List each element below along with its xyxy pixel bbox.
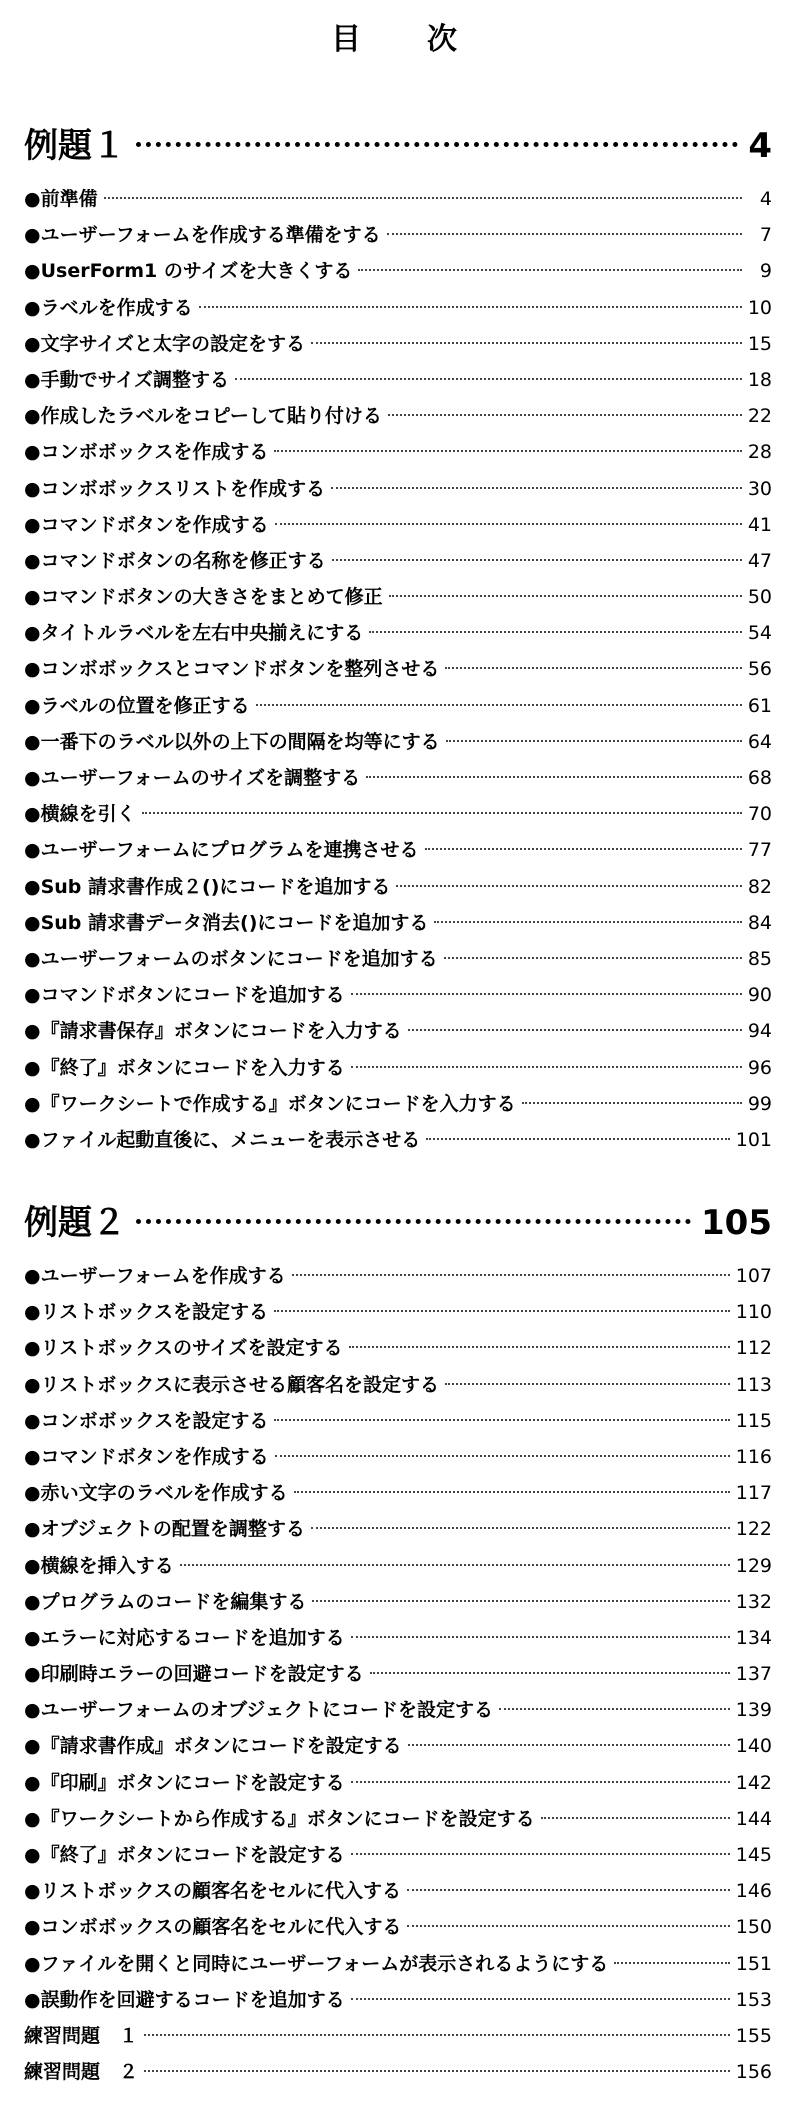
toc-entry-title: ●『ワークシートから作成する』ボタンにコードを設定する <box>24 1807 535 1830</box>
toc-entry-title: ●リストボックスの顧客名をセルに代入する <box>24 1880 402 1903</box>
dot-leader <box>180 1564 730 1566</box>
toc-entry[interactable] <box>24 872 772 908</box>
toc-entry-page: 153 <box>735 1988 772 2011</box>
toc-entry-page: 18 <box>747 368 772 391</box>
dot-leader <box>351 993 742 995</box>
dot-leader <box>274 1419 729 1421</box>
toc-entry[interactable] <box>24 1768 772 1804</box>
toc-entry[interactable] <box>24 329 772 365</box>
toc-entry[interactable] <box>24 944 772 980</box>
toc-entry-page: 82 <box>747 875 772 898</box>
toc-entry-page: 64 <box>747 730 772 753</box>
toc-entry[interactable] <box>24 1623 772 1659</box>
section-heading-title: 例題２ <box>24 1203 126 1243</box>
dot-leader <box>235 378 742 380</box>
dot-leader <box>388 414 742 416</box>
dot-leader <box>351 1853 730 1855</box>
toc-entry-title: ●Sub 請求書データ消去()にコードを追加する <box>24 911 429 934</box>
toc-entry-title: ●コンボボックスを作成する <box>24 441 269 464</box>
toc-entry-page: 101 <box>735 1128 772 1151</box>
toc-entry-title: ●エラーに対応するコードを追加する <box>24 1626 345 1649</box>
toc-entry-title: ●コンボボックスの顧客名をセルに代入する <box>24 1916 402 1939</box>
dot-leader <box>136 142 738 147</box>
toc-entry-title: ●Sub 請求書作成２()にコードを追加する <box>24 875 391 898</box>
dot-leader <box>522 1102 742 1104</box>
toc-entry[interactable] <box>24 654 772 690</box>
toc-entry[interactable] <box>24 1333 772 1369</box>
dot-leader <box>144 2034 730 2036</box>
toc-entry-title: ●タイトルラベルを左右中央揃えにする <box>24 622 364 645</box>
toc-entry-list <box>24 1261 772 2093</box>
toc-entry-page: 145 <box>735 1844 772 1866</box>
dot-leader <box>369 631 742 633</box>
dot-leader <box>541 1817 730 1819</box>
toc-entry-page: 112 <box>735 1337 772 1360</box>
toc-entry[interactable] <box>24 727 772 763</box>
toc-entry[interactable] <box>24 582 772 618</box>
toc-entry-title: ●誤動作を回避するコードを追加する <box>24 1988 345 2011</box>
dot-leader <box>351 1998 730 2000</box>
toc-entry-title: 練習問題 ２ <box>24 2061 139 2084</box>
dot-leader <box>499 1708 730 1710</box>
dot-leader <box>445 667 741 669</box>
toc-entry-title: ●一番下のラベル以外の上下の間隔を均等にする <box>24 730 440 753</box>
dot-leader <box>142 812 742 814</box>
toc-entry[interactable] <box>24 1949 772 1985</box>
toc-entry-page: 151 <box>735 1952 772 1975</box>
toc-entry-page: 156 <box>735 2061 772 2084</box>
toc-entry-page: 139 <box>735 1699 772 1722</box>
dot-leader <box>434 921 741 923</box>
toc-entry[interactable] <box>24 618 772 654</box>
section-heading-page: 4 <box>748 126 772 166</box>
dot-leader <box>446 740 742 742</box>
toc-entry-page: 129 <box>735 1554 772 1577</box>
toc-entry-title: ●横線を引く <box>24 803 136 826</box>
toc-entry[interactable] <box>24 1840 772 1876</box>
dot-leader <box>370 1672 730 1674</box>
toc-entry-title: ●オブジェクトの配置を調整する <box>24 1518 305 1541</box>
toc-entry-page: 22 <box>747 405 772 428</box>
toc-entry-title: ●前準備 <box>24 188 98 210</box>
dot-leader <box>614 1962 729 1964</box>
toc-entry-list <box>24 184 772 1161</box>
dot-leader <box>274 1310 730 1312</box>
toc-entry[interactable] <box>24 1876 772 1912</box>
toc-entry-title: ●リストボックスに表示させる顧客名を設定する <box>24 1373 440 1396</box>
dot-leader <box>332 559 742 561</box>
toc-entry-page: 30 <box>747 477 772 500</box>
dot-leader <box>396 885 741 887</box>
toc-entry[interactable] <box>24 401 772 437</box>
dot-leader <box>425 848 742 850</box>
toc-entry[interactable] <box>24 220 772 256</box>
toc-entry-title: ●ファイルを開くと同時にユーザーフォームが表示されるようにする <box>24 1952 609 1975</box>
toc-entry-title: ●コマンドボタンの大きさをまとめて修正 <box>24 586 383 609</box>
toc-entry[interactable] <box>24 1442 772 1478</box>
toc-entry-title: ●コマンドボタンにコードを追加する <box>24 984 345 1007</box>
toc-entry-page: 96 <box>747 1056 772 1079</box>
toc-entry[interactable] <box>24 908 772 944</box>
toc-entry-page: 54 <box>747 622 772 645</box>
section-heading-page: 105 <box>701 1203 772 1243</box>
toc-entry-page: 9 <box>759 260 772 283</box>
dot-leader <box>444 957 742 959</box>
toc-entry-page: 56 <box>747 658 772 681</box>
toc-entry-page: 110 <box>735 1301 772 1324</box>
dot-leader <box>408 1744 730 1746</box>
toc-entry[interactable] <box>24 1695 772 1731</box>
section-example-1 <box>24 118 772 1161</box>
toc-entry-page: 85 <box>747 947 772 970</box>
dot-leader <box>311 342 742 344</box>
toc-entry-page: 140 <box>735 1735 772 1758</box>
toc-entry[interactable] <box>24 546 772 582</box>
toc-entry-page: 107 <box>735 1265 772 1287</box>
toc-entry-page: 115 <box>735 1409 772 1432</box>
dot-leader <box>275 1455 730 1457</box>
toc-entry-title: ●『ワークシートで作成する』ボタンにコードを入力する <box>24 1092 516 1115</box>
toc-entry-page: 15 <box>747 332 772 355</box>
toc-entry[interactable] <box>24 835 772 871</box>
toc-entry[interactable] <box>24 691 772 727</box>
toc-entry-page: 134 <box>735 1626 772 1649</box>
toc-entry[interactable] <box>24 1406 772 1442</box>
toc-entry-title: ●文字サイズと太字の設定をする <box>24 332 306 355</box>
toc-entry-title: ●ラベルを作成する <box>24 296 193 319</box>
toc-entry[interactable] <box>24 1478 772 1514</box>
toc-entry[interactable] <box>24 1053 772 1089</box>
toc-entry-page: 70 <box>747 803 772 826</box>
toc-entry[interactable] <box>24 256 772 292</box>
section-example-2 <box>24 1195 772 2093</box>
toc-entry-title: ●手動でサイズ調整する <box>24 368 230 391</box>
toc-entry-title: ●ユーザーフォームを作成する <box>24 1265 286 1287</box>
toc-entry-page: 155 <box>735 2024 772 2047</box>
toc-entry[interactable] <box>24 1016 772 1052</box>
toc-entry-page: 4 <box>759 188 772 210</box>
toc-entry[interactable] <box>24 365 772 401</box>
toc-entry-title: ●ユーザーフォームのボタンにコードを追加する <box>24 947 438 970</box>
section-heading-title: 例題１ <box>24 126 126 166</box>
toc-entry-title: ●ラベルの位置を修正する <box>24 694 250 717</box>
toc-entry-page: 142 <box>735 1771 772 1794</box>
toc-entry-page: 113 <box>735 1373 772 1396</box>
dot-leader <box>274 450 741 452</box>
toc-entry-title: ●コマンドボタンを作成する <box>24 513 269 536</box>
toc-entry-title: ●コマンドボタンを作成する <box>24 1445 269 1468</box>
dot-leader <box>366 776 742 778</box>
toc-entry-page: 90 <box>747 984 772 1007</box>
dot-leader <box>408 1029 742 1031</box>
toc-entry-title: ●コマンドボタンの名称を修正する <box>24 549 326 572</box>
toc-entry-page: 116 <box>735 1445 772 1468</box>
dot-leader <box>294 1491 730 1493</box>
toc-entry-page: 99 <box>747 1092 772 1115</box>
section-heading[interactable] <box>24 118 772 174</box>
toc-entry-page: 7 <box>759 224 772 247</box>
toc-entry-title: 練習問題 １ <box>24 2024 139 2047</box>
toc-entry-page: 150 <box>735 1916 772 1939</box>
toc-entry-title: ●『終了』ボタンにコードを設定する <box>24 1844 345 1866</box>
toc-entry-title: ●『印刷』ボタンにコードを設定する <box>24 1771 345 1794</box>
dot-leader <box>351 1636 730 1638</box>
toc-entry[interactable] <box>24 980 772 1016</box>
toc-entry-title: ●『終了』ボタンにコードを入力する <box>24 1056 345 1079</box>
dot-leader <box>312 1600 729 1602</box>
toc-entry-page: 68 <box>747 767 772 789</box>
toc-entry-title: ●コンボボックスとコマンドボタンを整列させる <box>24 658 440 681</box>
toc-entry[interactable] <box>24 1125 772 1161</box>
toc-entry[interactable] <box>24 437 772 473</box>
toc-entry-page: 47 <box>747 549 772 572</box>
toc-entry[interactable] <box>24 1370 772 1406</box>
toc-entry-page: 50 <box>747 586 772 609</box>
dot-leader <box>292 1274 730 1276</box>
toc-entry-page: 94 <box>747 1020 772 1043</box>
dot-leader <box>358 269 742 271</box>
toc-entry[interactable] <box>24 2021 772 2057</box>
toc-entry[interactable] <box>24 763 772 799</box>
dot-leader <box>387 233 742 235</box>
toc-entry[interactable] <box>24 1261 772 1297</box>
dot-leader <box>349 1346 730 1348</box>
toc-entry[interactable] <box>24 184 772 220</box>
dot-leader <box>351 1781 730 1783</box>
toc-entry-page: 146 <box>735 1880 772 1903</box>
toc-entry[interactable] <box>24 474 772 510</box>
toc-entry-page: 84 <box>747 911 772 934</box>
toc-entry[interactable] <box>24 1587 772 1623</box>
toc-entry[interactable] <box>24 1912 772 1948</box>
dot-leader <box>144 2070 730 2072</box>
toc-entry-title: ●ファイル起動直後に、メニューを表示させる <box>24 1128 421 1151</box>
toc-entry[interactable] <box>24 799 772 835</box>
toc-entry-title: ●UserForm1 のサイズを大きくする <box>24 260 353 283</box>
toc-entry[interactable] <box>24 1731 772 1767</box>
dot-leader <box>311 1527 730 1529</box>
toc-entry-title: ●ユーザーフォームのサイズを調整する <box>24 767 361 789</box>
dot-leader <box>199 306 742 308</box>
toc-entry-title: ●コンボボックスを設定する <box>24 1409 269 1432</box>
dot-leader <box>275 523 742 525</box>
toc-entry-title: ●プログラムのコードを編集する <box>24 1590 307 1613</box>
toc-entry[interactable] <box>24 1804 772 1840</box>
toc-entry[interactable] <box>24 1659 772 1695</box>
dot-leader <box>256 704 742 706</box>
toc-entry-page: 117 <box>735 1482 772 1505</box>
toc-entry-title: ●コンボボックスリストを作成する <box>24 477 326 500</box>
toc-entry[interactable] <box>24 1089 772 1125</box>
toc-entry-title: ●作成したラベルをコピーして貼り付ける <box>24 405 382 428</box>
dot-leader <box>445 1383 730 1385</box>
dot-leader <box>407 1925 729 1927</box>
toc-entry-page: 61 <box>747 694 772 717</box>
toc-entry-page: 132 <box>735 1590 772 1613</box>
toc-entry[interactable] <box>24 293 772 329</box>
toc-entry-page: 77 <box>747 839 772 862</box>
dot-leader <box>331 487 742 489</box>
toc-entry[interactable] <box>24 1985 772 2021</box>
toc-entry-page: 122 <box>735 1518 772 1541</box>
dot-leader <box>136 1219 691 1224</box>
dot-leader <box>389 595 742 597</box>
toc-entry-page: 41 <box>747 513 772 536</box>
toc-entry-page: 28 <box>747 441 772 464</box>
dot-leader <box>104 197 742 199</box>
toc-entry-title: ●印刷時エラーの回避コードを設定する <box>24 1663 364 1686</box>
toc-entry[interactable] <box>24 1551 772 1587</box>
page-title: 目 次 <box>331 22 459 57</box>
toc-entry-title: ●横線を挿入する <box>24 1554 174 1577</box>
toc-entry[interactable] <box>24 1514 772 1550</box>
toc-entry[interactable] <box>24 2057 772 2093</box>
dot-leader <box>426 1138 730 1140</box>
toc-entry-title: ●リストボックスのサイズを設定する <box>24 1337 343 1360</box>
toc-entry-page: 137 <box>735 1663 772 1686</box>
toc-entry-page: 10 <box>747 296 772 319</box>
toc-entry-title: ●ユーザーフォームを作成する準備をする <box>24 224 381 247</box>
dot-leader <box>351 1066 742 1068</box>
toc-entry[interactable] <box>24 1297 772 1333</box>
toc-entry-title: ●ユーザーフォームのオブジェクトにコードを設定する <box>24 1699 493 1722</box>
toc-entry[interactable] <box>24 510 772 546</box>
toc-entry-page: 144 <box>735 1807 772 1830</box>
section-heading[interactable] <box>24 1195 772 1251</box>
toc-entry-title: ●ユーザーフォームにプログラムを連携させる <box>24 839 419 862</box>
toc-entry-title: ●『請求書保存』ボタンにコードを入力する <box>24 1020 402 1043</box>
toc-entry-title: ●赤い文字のラベルを作成する <box>24 1482 288 1505</box>
toc-entry-title: ●リストボックスを設定する <box>24 1301 269 1324</box>
dot-leader <box>407 1889 730 1891</box>
toc-entry-title: ●『請求書作成』ボタンにコードを設定する <box>24 1735 402 1758</box>
